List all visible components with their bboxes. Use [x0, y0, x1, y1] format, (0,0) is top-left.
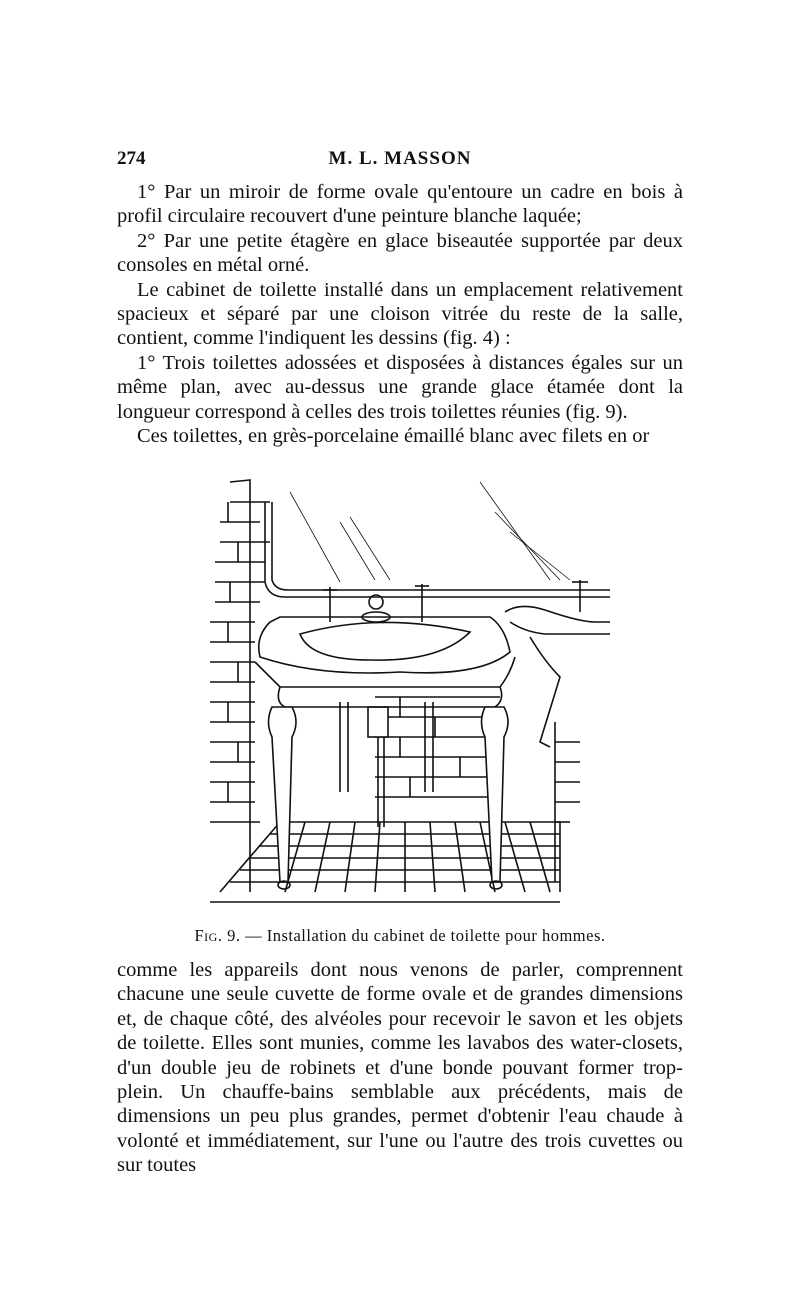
paragraph: 1° Par un miroir de forme ovale qu'entoure un cadre en bois à profil circulaire recouvert d'une peinture blanche laquée; — [117, 181, 683, 228]
paragraph: comme les appareils dont nous venons de parler, comprennent chacune une seule cuvette de forme ovale et de grandes dimensions et, de chaque côté, des alvéoles pour recevoir le savon et les objets de toilette. Elles sont munies, comme les lavabos des water-closets, d'un double jeu de robinets et d'une bonde pouvant former trop-plein. Un chauffe-bains semblable aux précédents, mais de dimensions un peu plus grandes, permet d'obtenir l'eau chaude à volonté et immédiatement, sur l'une ou l'autre des trois cuvettes ou sur toutes — [117, 959, 683, 1177]
washbasin-illustration — [200, 462, 610, 907]
back-wall — [375, 697, 500, 797]
figure-caption — [117, 926, 683, 946]
page-number: 274 — [117, 148, 146, 169]
figure-caption-text: — Installation du cabinet de toilette pour hommes. — [240, 926, 606, 945]
mirror — [265, 482, 610, 597]
basin — [255, 617, 515, 707]
paragraph: Le cabinet de toilette installé dans un emplacement relativement spacieux et séparé par une cloison vitrée du reste de la salle, contient, comme l'indiquent les dessins (fig. 4) : — [117, 278, 683, 350]
body-text-bottom — [117, 958, 683, 1178]
pipes — [340, 702, 433, 827]
page-header — [117, 148, 683, 172]
paragraph: 1° Trois toilettes adossées et disposées à distances égales sur un même plan, avec au-dessus une grande glace étamée dont la longueur correspond à celles des trois toilettes réunies (fig. 9). — [117, 351, 683, 423]
body-text-top — [117, 180, 683, 448]
adjacent-basin — [505, 606, 610, 747]
tiled-wall — [210, 480, 270, 892]
figure-label: Fig. 9. — [194, 926, 241, 945]
washbasin-drawing — [200, 462, 610, 907]
taps — [323, 580, 588, 622]
paragraph: Ces toilettes, en grès-porcelaine émaillé blanc avec filets en or — [137, 425, 650, 448]
tiled-floor — [220, 822, 560, 892]
paragraph: 2° Par une petite étagère en glace biseautée supportée par deux consoles en métal orné. — [117, 229, 683, 277]
running-title: M. L. MASSON — [328, 148, 472, 169]
